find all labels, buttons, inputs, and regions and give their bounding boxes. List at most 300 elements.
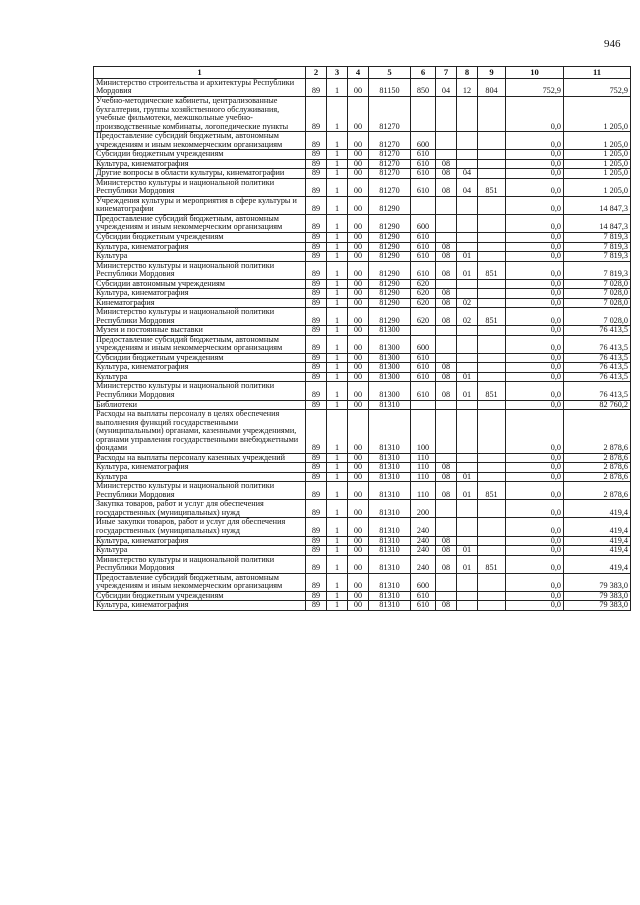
table-row (94, 518, 631, 536)
code-cell: 81310 (369, 546, 411, 556)
code-cell: 00 (348, 573, 369, 591)
row-name-cell: Иные закупки товаров, работ и услуг для обеспечения государственных (муниципальных) нужд (94, 518, 306, 536)
code-cell (411, 97, 436, 132)
amount-cell: 2 878,6 (564, 472, 631, 482)
code-cell: 851 (478, 382, 506, 400)
amount-cell: 76 413,5 (564, 372, 631, 382)
code-cell: 12 (457, 78, 478, 96)
code-cell: 08 (436, 372, 457, 382)
code-cell: 00 (348, 150, 369, 160)
table-row (94, 252, 631, 262)
code-cell (478, 400, 506, 410)
code-cell: 240 (411, 536, 436, 546)
code-cell: 08 (436, 546, 457, 556)
code-cell: 08 (436, 261, 457, 279)
code-cell: 804 (478, 78, 506, 96)
code-cell: 81310 (369, 472, 411, 482)
table-row (94, 591, 631, 601)
code-cell (478, 242, 506, 252)
amount-cell: 0,0 (506, 150, 564, 160)
table-row (94, 326, 631, 336)
code-cell: 02 (457, 308, 478, 326)
code-cell (478, 463, 506, 473)
code-cell (478, 232, 506, 242)
code-cell: 00 (348, 555, 369, 573)
code-cell: 00 (348, 518, 369, 536)
code-cell: 1 (327, 555, 348, 573)
code-cell: 00 (348, 97, 369, 132)
code-cell: 1 (327, 573, 348, 591)
table-row (94, 232, 631, 242)
row-name-cell: Культура, кинематография (94, 159, 306, 169)
amount-cell: 0,0 (506, 573, 564, 591)
table-row (94, 573, 631, 591)
code-cell (478, 196, 506, 214)
code-cell: 110 (411, 472, 436, 482)
column-header: 2 (306, 67, 327, 79)
code-cell (411, 196, 436, 214)
code-cell: 04 (436, 78, 457, 96)
code-cell: 01 (457, 482, 478, 500)
code-cell: 00 (348, 472, 369, 482)
amount-cell: 0,0 (506, 591, 564, 601)
amount-cell: 0,0 (506, 261, 564, 279)
code-cell: 850 (411, 78, 436, 96)
code-cell: 89 (306, 97, 327, 132)
code-cell: 1 (327, 482, 348, 500)
code-cell (457, 242, 478, 252)
code-cell: 851 (478, 178, 506, 196)
code-cell (436, 150, 457, 160)
code-cell: 620 (411, 308, 436, 326)
code-cell: 04 (457, 169, 478, 179)
code-cell: 610 (411, 382, 436, 400)
code-cell (411, 400, 436, 410)
code-cell: 89 (306, 279, 327, 289)
code-cell: 81290 (369, 242, 411, 252)
code-cell: 89 (306, 289, 327, 299)
code-cell: 00 (348, 382, 369, 400)
code-cell: 851 (478, 261, 506, 279)
code-cell: 89 (306, 601, 327, 611)
code-cell: 89 (306, 573, 327, 591)
code-cell: 240 (411, 546, 436, 556)
row-name-cell: Культура (94, 472, 306, 482)
amount-cell: 0,0 (506, 555, 564, 573)
amount-cell: 1 205,0 (564, 97, 631, 132)
code-cell: 81310 (369, 482, 411, 500)
code-cell: 81310 (369, 601, 411, 611)
row-name-cell: Культура, кинематография (94, 363, 306, 373)
code-cell: 00 (348, 463, 369, 473)
code-cell: 00 (348, 410, 369, 454)
amount-cell: 0,0 (506, 353, 564, 363)
code-cell (457, 232, 478, 242)
code-cell: 81270 (369, 150, 411, 160)
code-cell (478, 601, 506, 611)
code-cell (411, 326, 436, 336)
code-cell: 89 (306, 400, 327, 410)
code-cell: 01 (457, 472, 478, 482)
code-cell: 600 (411, 335, 436, 353)
code-cell: 81310 (369, 555, 411, 573)
code-cell: 00 (348, 601, 369, 611)
code-cell: 81290 (369, 196, 411, 214)
amount-cell: 0,0 (506, 252, 564, 262)
code-cell: 620 (411, 298, 436, 308)
table-row (94, 382, 631, 400)
code-cell: 81300 (369, 382, 411, 400)
code-cell: 81310 (369, 410, 411, 454)
code-cell: 00 (348, 232, 369, 242)
code-cell (478, 279, 506, 289)
code-cell: 08 (436, 289, 457, 299)
code-cell (436, 591, 457, 601)
row-name-cell: Культура, кинематография (94, 601, 306, 611)
row-name-cell: Субсидии бюджетным учреждениям (94, 353, 306, 363)
code-cell: 1 (327, 132, 348, 150)
amount-cell: 419,4 (564, 536, 631, 546)
code-cell: 89 (306, 353, 327, 363)
table-row (94, 400, 631, 410)
code-cell: 1 (327, 159, 348, 169)
code-cell: 00 (348, 363, 369, 373)
amount-cell: 752,9 (506, 78, 564, 96)
code-cell: 00 (348, 289, 369, 299)
amount-cell: 0,0 (506, 363, 564, 373)
amount-cell: 0,0 (506, 232, 564, 242)
code-cell: 610 (411, 252, 436, 262)
row-name-cell: Расходы на выплаты персоналу казенных учреждений (94, 453, 306, 463)
code-cell (478, 372, 506, 382)
table-row (94, 78, 631, 96)
amount-cell: 0,0 (506, 335, 564, 353)
code-cell: 1 (327, 463, 348, 473)
code-cell (457, 453, 478, 463)
column-header: 1 (94, 67, 306, 79)
code-cell (457, 591, 478, 601)
header-row (94, 67, 631, 79)
code-cell (457, 363, 478, 373)
amount-cell: 419,4 (564, 555, 631, 573)
column-header: 3 (327, 67, 348, 79)
code-cell: 00 (348, 400, 369, 410)
code-cell: 01 (457, 546, 478, 556)
row-name-cell: Учреждения культуры и мероприятия в сфере культуры и кинематографии (94, 196, 306, 214)
code-cell: 08 (436, 363, 457, 373)
amount-cell: 0,0 (506, 453, 564, 463)
row-name-cell: Министерство культуры и национальной политики Республики Мордовия (94, 261, 306, 279)
table-row (94, 178, 631, 196)
code-cell: 610 (411, 150, 436, 160)
code-cell: 610 (411, 178, 436, 196)
table-row (94, 298, 631, 308)
amount-cell: 76 413,5 (564, 363, 631, 373)
code-cell (436, 335, 457, 353)
amount-cell: 1 205,0 (564, 178, 631, 196)
amount-cell: 76 413,5 (564, 353, 631, 363)
code-cell: 08 (436, 472, 457, 482)
table-row (94, 132, 631, 150)
code-cell: 89 (306, 453, 327, 463)
row-name-cell: Культура, кинематография (94, 463, 306, 473)
code-cell: 81290 (369, 308, 411, 326)
amount-cell: 76 413,5 (564, 335, 631, 353)
table-row (94, 335, 631, 353)
code-cell: 00 (348, 279, 369, 289)
code-cell: 00 (348, 261, 369, 279)
code-cell (478, 97, 506, 132)
code-cell: 89 (306, 169, 327, 179)
code-cell: 110 (411, 453, 436, 463)
code-cell: 1 (327, 536, 348, 546)
code-cell: 08 (436, 536, 457, 546)
code-cell (478, 518, 506, 536)
column-header: 9 (478, 67, 506, 79)
code-cell: 200 (411, 500, 436, 518)
code-cell: 610 (411, 169, 436, 179)
code-cell (457, 536, 478, 546)
code-cell (436, 279, 457, 289)
code-cell (457, 132, 478, 150)
code-cell: 1 (327, 298, 348, 308)
table-row (94, 353, 631, 363)
amount-cell: 0,0 (506, 400, 564, 410)
table-row (94, 242, 631, 252)
code-cell: 89 (306, 298, 327, 308)
table-row (94, 410, 631, 454)
code-cell: 01 (457, 372, 478, 382)
amount-cell: 419,4 (564, 500, 631, 518)
code-cell: 1 (327, 382, 348, 400)
code-cell: 1 (327, 242, 348, 252)
amount-cell: 0,0 (506, 410, 564, 454)
code-cell: 01 (457, 382, 478, 400)
column-header: 8 (457, 67, 478, 79)
amount-cell: 0,0 (506, 289, 564, 299)
code-cell (436, 326, 457, 336)
code-cell: 08 (436, 308, 457, 326)
code-cell: 600 (411, 573, 436, 591)
amount-cell: 0,0 (506, 518, 564, 536)
code-cell: 89 (306, 372, 327, 382)
amount-cell: 14 847,3 (564, 214, 631, 232)
amount-cell: 79 383,0 (564, 591, 631, 601)
code-cell: 00 (348, 453, 369, 463)
amount-cell: 0,0 (506, 159, 564, 169)
code-cell (478, 591, 506, 601)
amount-cell: 0,0 (506, 132, 564, 150)
code-cell (457, 400, 478, 410)
code-cell: 1 (327, 601, 348, 611)
code-cell: 89 (306, 242, 327, 252)
amount-cell: 2 878,6 (564, 453, 631, 463)
table-row (94, 159, 631, 169)
row-name-cell: Предоставление субсидий бюджетным, автономным учреждениям и иным некоммерческим организациям (94, 132, 306, 150)
row-name-cell: Кинематография (94, 298, 306, 308)
table-row (94, 214, 631, 232)
code-cell: 89 (306, 232, 327, 242)
code-cell (436, 97, 457, 132)
row-name-cell: Министерство культуры и национальной политики Республики Мордовия (94, 382, 306, 400)
code-cell: 620 (411, 279, 436, 289)
code-cell: 620 (411, 289, 436, 299)
row-name-cell: Министерство культуры и национальной политики Республики Мордовия (94, 178, 306, 196)
code-cell (478, 289, 506, 299)
amount-cell: 2 878,6 (564, 482, 631, 500)
code-cell (478, 169, 506, 179)
code-cell (457, 500, 478, 518)
row-name-cell: Культура, кинематография (94, 536, 306, 546)
code-cell (478, 214, 506, 232)
code-cell: 81270 (369, 169, 411, 179)
table-row (94, 279, 631, 289)
code-cell (478, 573, 506, 591)
code-cell: 1 (327, 78, 348, 96)
row-name-cell: Субсидии бюджетным учреждениям (94, 232, 306, 242)
code-cell: 81290 (369, 252, 411, 262)
code-cell: 00 (348, 196, 369, 214)
code-cell: 851 (478, 482, 506, 500)
code-cell: 610 (411, 591, 436, 601)
table-row (94, 150, 631, 160)
code-cell: 1 (327, 169, 348, 179)
code-cell: 89 (306, 261, 327, 279)
row-name-cell: Культура (94, 546, 306, 556)
code-cell: 81290 (369, 289, 411, 299)
row-name-cell: Другие вопросы в области культуры, кинематографии (94, 169, 306, 179)
code-cell: 89 (306, 132, 327, 150)
amount-cell: 2 878,6 (564, 463, 631, 473)
code-cell: 600 (411, 214, 436, 232)
amount-cell: 0,0 (506, 298, 564, 308)
table-row (94, 261, 631, 279)
amount-cell: 76 413,5 (564, 326, 631, 336)
code-cell: 1 (327, 178, 348, 196)
amount-cell: 7 028,0 (564, 289, 631, 299)
code-cell: 01 (457, 261, 478, 279)
row-name-cell: Библиотеки (94, 400, 306, 410)
budget-table (93, 66, 631, 611)
table-body (94, 78, 631, 610)
code-cell: 89 (306, 178, 327, 196)
amount-cell: 14 847,3 (564, 196, 631, 214)
code-cell: 02 (457, 298, 478, 308)
column-header: 11 (564, 67, 631, 79)
amount-cell: 0,0 (506, 372, 564, 382)
row-name-cell: Министерство культуры и национальной политики Республики Мордовия (94, 308, 306, 326)
code-cell: 1 (327, 372, 348, 382)
code-cell: 00 (348, 353, 369, 363)
table-row (94, 546, 631, 556)
code-cell (478, 159, 506, 169)
code-cell (478, 335, 506, 353)
table-row (94, 536, 631, 546)
code-cell: 00 (348, 78, 369, 96)
code-cell: 110 (411, 482, 436, 500)
code-cell (478, 410, 506, 454)
code-cell: 240 (411, 518, 436, 536)
code-cell: 89 (306, 591, 327, 601)
table-row (94, 500, 631, 518)
code-cell: 08 (436, 555, 457, 573)
code-cell: 81310 (369, 500, 411, 518)
code-cell: 1 (327, 363, 348, 373)
code-cell: 1 (327, 400, 348, 410)
row-name-cell: Субсидии бюджетным учреждениям (94, 591, 306, 601)
code-cell: 00 (348, 308, 369, 326)
code-cell: 08 (436, 169, 457, 179)
code-cell: 1 (327, 308, 348, 326)
code-cell: 08 (436, 298, 457, 308)
code-cell (478, 132, 506, 150)
code-cell: 81300 (369, 335, 411, 353)
table-row (94, 472, 631, 482)
code-cell: 04 (457, 178, 478, 196)
code-cell: 1 (327, 261, 348, 279)
code-cell: 81290 (369, 232, 411, 242)
code-cell: 81310 (369, 536, 411, 546)
page-number: 946 (604, 38, 621, 50)
table-row (94, 601, 631, 611)
code-cell: 89 (306, 463, 327, 473)
code-cell: 89 (306, 472, 327, 482)
code-cell: 81310 (369, 591, 411, 601)
code-cell: 81310 (369, 518, 411, 536)
code-cell (478, 536, 506, 546)
code-cell: 1 (327, 591, 348, 601)
code-cell (436, 132, 457, 150)
code-cell (457, 463, 478, 473)
code-cell: 00 (348, 335, 369, 353)
amount-cell: 0,0 (506, 482, 564, 500)
amount-cell: 419,4 (564, 518, 631, 536)
code-cell: 89 (306, 78, 327, 96)
table-row (94, 555, 631, 573)
code-cell: 89 (306, 150, 327, 160)
amount-cell: 0,0 (506, 472, 564, 482)
column-header: 4 (348, 67, 369, 79)
row-name-cell: Предоставление субсидий бюджетным, автономным учреждениям и иным некоммерческим организациям (94, 335, 306, 353)
column-header: 10 (506, 67, 564, 79)
code-cell: 89 (306, 536, 327, 546)
amount-cell: 0,0 (506, 196, 564, 214)
code-cell: 81310 (369, 573, 411, 591)
amount-cell: 7 819,3 (564, 242, 631, 252)
code-cell: 00 (348, 214, 369, 232)
code-cell: 1 (327, 453, 348, 463)
code-cell: 89 (306, 546, 327, 556)
code-cell (457, 214, 478, 232)
code-cell: 00 (348, 536, 369, 546)
row-name-cell: Закупка товаров, работ и услуг для обеспечения государственных (муниципальных) нужд (94, 500, 306, 518)
amount-cell: 0,0 (506, 308, 564, 326)
code-cell (478, 252, 506, 262)
amount-cell: 1 205,0 (564, 150, 631, 160)
code-cell: 81290 (369, 214, 411, 232)
code-cell: 00 (348, 500, 369, 518)
code-cell (457, 518, 478, 536)
amount-cell: 0,0 (506, 546, 564, 556)
code-cell (457, 279, 478, 289)
row-name-cell: Музеи и постоянные выставки (94, 326, 306, 336)
code-cell: 1 (327, 232, 348, 242)
amount-cell: 7 028,0 (564, 279, 631, 289)
code-cell (436, 232, 457, 242)
code-cell: 1 (327, 97, 348, 132)
code-cell: 610 (411, 159, 436, 169)
code-cell: 81270 (369, 132, 411, 150)
